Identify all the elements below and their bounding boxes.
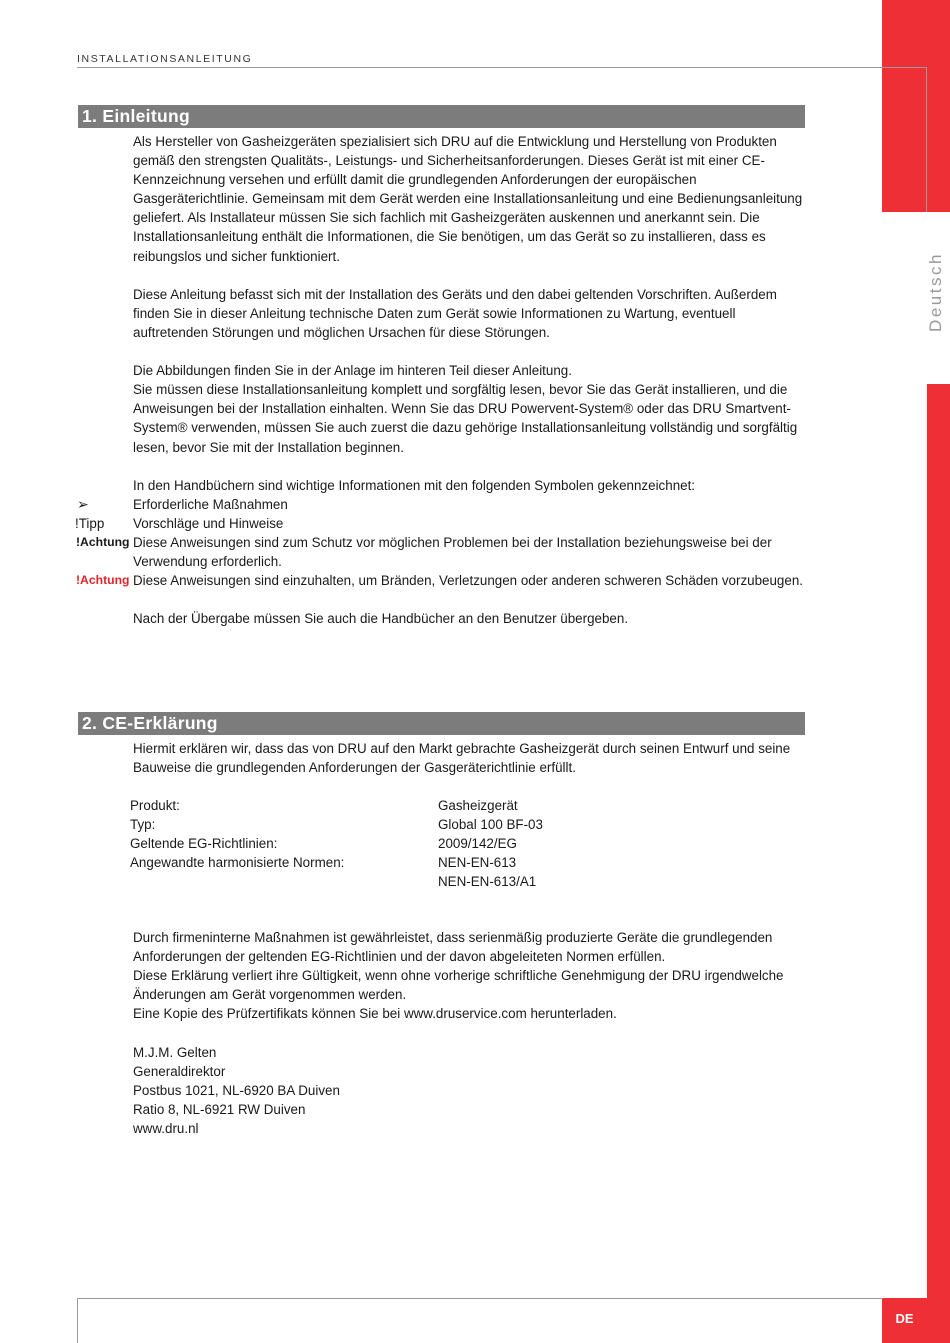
symbol-description: Vorschläge und Hinweise <box>133 515 284 531</box>
spec-value: 2009/142/EG <box>438 836 517 852</box>
section-title-ce-erklaerung: 2. CE-Erklärung <box>78 712 805 735</box>
signature-title: Generaldirektor <box>133 1063 226 1079</box>
red-side-strip <box>927 384 950 1343</box>
spec-value: Global 100 BF-03 <box>438 817 543 833</box>
spec-value: NEN-EN-613 <box>438 855 517 871</box>
header-divider <box>77 67 927 68</box>
paragraph: Hiermit erklären wir, dass das von DRU auf den Markt gebrachte Gasheizgerät durch seinen Entwurf und seine Bauweise die grundlegenden Anforderungen der Gasgeräterichtlinie erfüllt. <box>133 741 791 776</box>
spec-values <box>438 796 543 891</box>
symbol-row <box>75 514 813 533</box>
tip-symbol: !Tipp <box>75 515 105 531</box>
paragraph: Diese Erklärung verliert ihre Gültigkeit, wenn ohne vorherige schriftliche Genehmigung der DRU irgendwelche Änderungen am Gerät vorgenommen werden. <box>133 968 784 1003</box>
paragraph: In den Handbüchern sind wichtige Informationen mit den folgenden Symbolen gekennzeichnet: <box>133 477 696 493</box>
warning-symbol: !Achtung <box>76 573 130 588</box>
footer-vertical-divider <box>77 1298 78 1343</box>
paragraph: Eine Kopie des Prüfzertifikats können Sie bei www.druservice.com herunterladen. <box>133 1006 617 1022</box>
right-divider <box>926 67 927 212</box>
paragraph: Die Abbildungen finden Sie in der Anlage im hinteren Teil dieser Anleitung. <box>133 363 572 379</box>
spec-value: Gasheizgerät <box>438 798 518 813</box>
symbol-description: Diese Anweisungen sind zum Schutz vor möglichen Problemen bei der Installation beziehungsweise bei der Verwendung erforderlich. <box>133 534 772 570</box>
arrow-icon: ➢ <box>77 495 89 512</box>
footer-divider <box>77 1298 883 1299</box>
signature-address: Ratio 8, NL-6921 RW Duiven <box>133 1101 306 1117</box>
spec-label: Produkt: <box>130 798 180 813</box>
spec-label: Geltende EG-Richtlinien: <box>130 836 278 852</box>
paragraph: Durch firmeninterne Maßnahmen ist gewährleistet, dass serienmäßig produzierte Geräte die grundlegenden Anforderungen der geltenden EG-Richtlinien und der davon abgeleiteten Normen erfüllen. <box>133 930 773 965</box>
symbol-row <box>76 571 813 590</box>
section-intro-ce <box>133 739 813 777</box>
symbol-description: Diese Anweisungen sind einzuhalten, um Bränden, Verletzungen oder anderen schweren Schäden vorzubeugen. <box>133 573 803 589</box>
section-body-einleitung <box>75 132 813 628</box>
symbol-row <box>77 495 813 514</box>
spec-label: Typ: <box>130 817 156 833</box>
paragraph: Sie müssen diese Installationsanleitung komplett und sorgfältig lesen, bevor Sie das Gerät installieren, und die Anweisungen bei der Installation einhalten. Wenn Sie das DRU Powervent-System® oder das DRU Smartvent-System® verwenden, müssen Sie auch zuerst die dazu gehörige Installationsanleitung vollständig und sorgfältig lesen, bevor Sie mit der Installation beginnen. <box>133 382 798 455</box>
paragraph: Als Hersteller von Gasheizgeräten spezialisiert sich DRU auf die Entwicklung und Herstellung von Produkten gemäß den strengsten Qualitäts-, Leistungs- und Sicherheitsanforderungen. Dieses Gerät ist mit einer CE-Kennzeichnung versehen und erfüllt damit die grundlegenden Anforderungen der europäischen Gasgeräterichtlinie. Gemeinsam mit dem Gerät werden eine Installationsanleitung und eine Bedienungsanleitung geliefert. Als Installateur müssen Sie sich fachlich mit Gasheizgeräten auskennen und anerkannt sein. Die Installationsanleitung enthält die Informationen, die Sie benötigen, um das Gerät so zu installieren, dass es reibungslos und sicher funktioniert. <box>133 134 803 264</box>
signature-address: Postbus 1021, NL-6920 BA Duiven <box>133 1082 340 1098</box>
symbol-description: Erforderliche Maßnahmen <box>133 496 288 512</box>
document-header: INSTALLATIONSANLEITUNG <box>77 53 253 65</box>
paragraph: Nach der Übergabe müssen Sie auch die Handbücher an den Benutzer übergeben. <box>133 611 629 627</box>
section-title-einleitung: 1. Einleitung <box>78 105 805 128</box>
signature-name: M.J.M. Gelten <box>133 1044 217 1060</box>
red-corner-tab <box>882 0 950 212</box>
caution-symbol: !Achtung <box>76 534 130 549</box>
language-code: DE <box>895 1311 914 1326</box>
spec-label: Angewandte harmonisierte Normen: <box>130 855 345 871</box>
signature-website: www.dru.nl <box>133 1120 199 1136</box>
paragraph: Diese Anleitung befasst sich mit der Installation des Geräts und den dabei geltenden Vorschriften. Außerdem finden Sie in dieser Anleitung technische Daten zum Gerät sowie Informationen zu Wartung, eventuell auftretenden Störungen und möglichen Ursachen für diese Störungen. <box>133 286 777 340</box>
spec-labels <box>130 796 344 872</box>
symbol-row <box>76 533 813 571</box>
spec-value: NEN-EN-613/A1 <box>438 874 537 890</box>
language-sidebar-label: Deutsch <box>926 252 945 332</box>
section-body-ce <box>133 928 813 1138</box>
